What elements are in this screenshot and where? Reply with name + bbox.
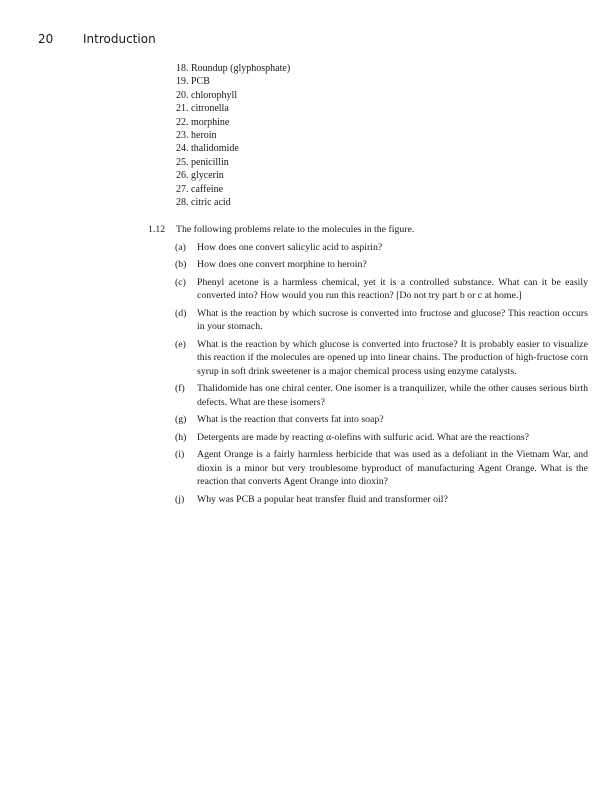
page-number: 20 [38, 32, 54, 46]
problem-part [148, 307, 588, 334]
part-text: How does one convert morphine to heroin? [197, 259, 367, 271]
part-text: Agent Orange is a fairly harmless herbicide that was used as a defoliant in the Vietnam War, and dioxin is a minor but very troublesome byproduct of manufacturing Agent Orange. What is the reaction that converts Agent Orange into dioxin? [197, 449, 588, 488]
part-label: (i) [175, 449, 185, 461]
list-item-number: 23. [176, 130, 189, 142]
list-item [176, 142, 290, 155]
list-item-number: 20. [176, 89, 189, 101]
part-text: How does one convert salicylic acid to aspirin? [197, 241, 383, 253]
list-item-number: 27. [176, 183, 189, 195]
problem-1-12 [148, 223, 588, 506]
part-text: What is the reaction by which glucose is converted into fructose? It is probably easier to visualize this reaction if the molecules are opened up into linear chains. The production of high-fructose corn syrup in soft drink sweetener is a major chemical process using enzyme catalysts. [197, 338, 588, 377]
part-text: Phenyl acetone is a harmless chemical, yet it is a controlled substance. What can it be easily converted into? How would you run this reaction? [Do not try part b or c at home.] [197, 276, 588, 302]
problem-part [148, 241, 588, 254]
problem-part [148, 338, 588, 378]
part-text: Detergents are made by reacting α-olefins with sulfuric acid. What are the reactions? [197, 431, 530, 443]
part-label: (c) [175, 276, 186, 288]
list-item-number: 21. [176, 103, 189, 115]
page-header [38, 32, 156, 46]
part-label: (f) [175, 383, 185, 395]
part-text: Thalidomide has one chiral center. One isomer is a tranquilizer, while the other causes serious birth defects. What are these isomers? [197, 383, 588, 408]
list-item [176, 129, 290, 142]
part-label: (g) [175, 414, 187, 426]
list-item-number: 26. [176, 170, 189, 182]
list-item-name: citronella [191, 103, 229, 115]
list-item-name: glycerin [191, 170, 224, 182]
list-item-name: citric acid [191, 197, 231, 209]
problem-part [148, 276, 588, 303]
list-item-name: morphine [191, 116, 230, 128]
problem-part [148, 382, 588, 409]
list-item-number: 24. [176, 143, 189, 155]
section-title: Introduction [83, 32, 156, 46]
part-label: (j) [175, 493, 185, 505]
list-item-number: 19. [176, 76, 189, 88]
list-item [176, 62, 290, 75]
list-item [176, 75, 290, 88]
list-item [176, 196, 290, 209]
part-label: (b) [175, 259, 187, 271]
list-item [176, 183, 290, 196]
list-item-name: thalidomide [191, 143, 239, 155]
part-text: Why was PCB a popular heat transfer fluid and transformer oil? [197, 493, 448, 505]
list-item [176, 116, 290, 129]
part-label: (h) [175, 431, 187, 443]
problem-part [148, 431, 588, 444]
list-item [176, 89, 290, 102]
list-item-name: heroin [191, 130, 217, 142]
list-item [176, 156, 290, 169]
problem-stem [148, 223, 588, 236]
part-text: What is the reaction that converts fat into soap? [197, 414, 384, 426]
list-item-name: chlorophyll [191, 89, 238, 101]
problem-stem-text: The following problems relate to the molecules in the figure. [176, 224, 415, 235]
problem-part [148, 413, 588, 426]
part-label: (d) [175, 307, 187, 319]
list-item-name: penicillin [191, 156, 229, 168]
list-item-name: Roundup (glyphosphate) [191, 63, 291, 74]
problem-number: 1.12 [148, 224, 166, 235]
part-label: (e) [175, 338, 186, 350]
problem-part [148, 448, 588, 488]
part-text: What is the reaction by which sucrose is converted into fructose and glucose? This reaction occurs in your stomach. [197, 307, 588, 333]
list-item [176, 169, 290, 182]
list-item-name: PCB [191, 76, 210, 88]
list-item-name: caffeine [191, 183, 224, 195]
list-item-number: 22. [176, 116, 189, 128]
molecule-list [176, 62, 290, 209]
problem-part [148, 258, 588, 271]
list-item-number: 25. [176, 156, 189, 168]
list-item-number: 28. [176, 197, 189, 209]
part-label: (a) [175, 241, 186, 253]
list-item-number: 18. [176, 63, 189, 74]
list-item [176, 102, 290, 115]
problem-part [148, 493, 588, 506]
